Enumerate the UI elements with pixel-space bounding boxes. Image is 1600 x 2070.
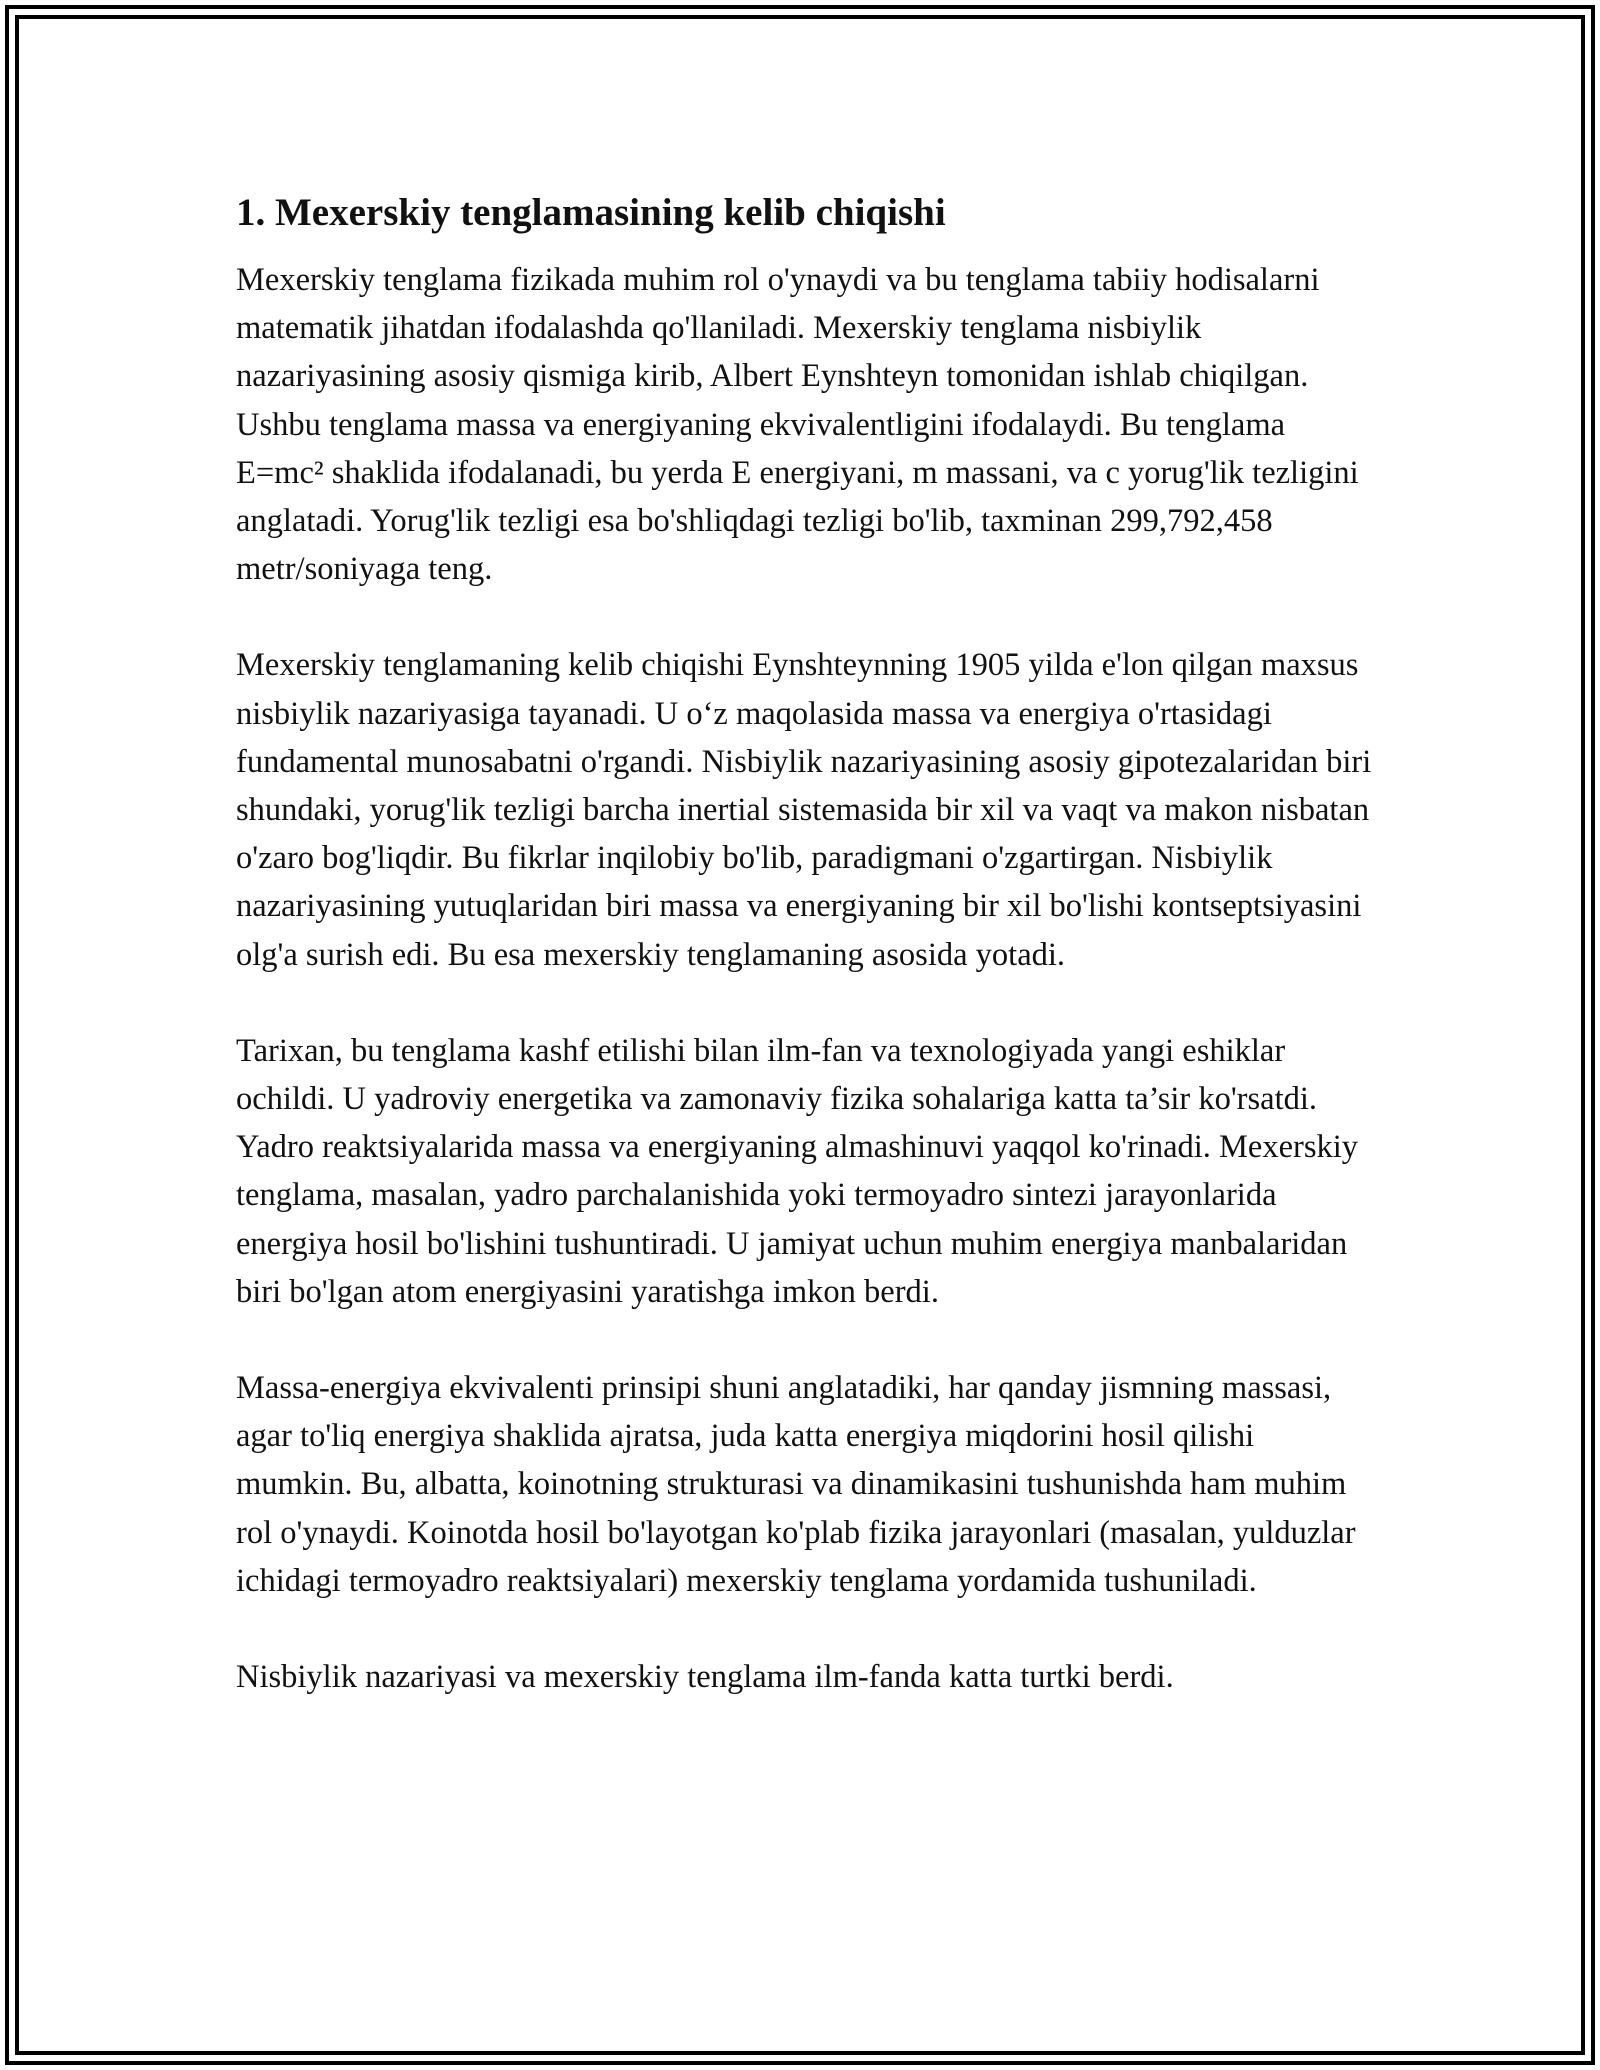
paragraph-2: Mexerskiy tenglamaning kelib chiqishi Eynshteynning 1905 yilda e'lon qilgan maxsus nisbiylik nazariyasiga tayanadi. U o‘z maqolasida massa va energiya o'rtasidagi fundamental munosabatni o'rgandi. Nisbiylik nazariyasining asosiy gipotezalaridan biri shundaki, yorug'lik tezligi barcha inertial sistemasida bir xil va vaqt va makon nisbatan o'zaro bog'liqdir. Bu fikrlar inqilobiy bo'lib, paradigmani o'zgartirgan. Nisbiylik nazariyasining yutuqlaridan biri massa va energiyaning bir xil bo'lishi kontseptsiyasini olg'a surish edi. Bu esa mexerskiy tenglamaning asosida yotadi. — [236, 647, 1372, 973]
section-heading: 1. Mexerskiy tenglamasining kelib chiqishi — [236, 191, 946, 234]
paragraph-4: Massa-energiya ekvivalenti prinsipi shuni anglatadiki, har qanday jismning massasi, agar to'liq energiya shaklida ajratsa, juda katta energiya miqdorini hosil qilishi mumkin. Bu, albatta, koinotning strukturasi va dinamikasini tushunishda ham muhim rol o'ynaydi. Koinotda hosil bo'layotgan ko'plab fizika jarayonlari (masalan, yulduzlar ichidagi termoyadro reaktsiyalari) mexerskiy tenglama yordamida tushuniladi. — [236, 1370, 1356, 1599]
paragraph-3: Tarixan, bu tenglama kashf etilishi bilan ilm-fan va texnologiyada yangi eshiklar ochildi. U yadroviy energetika va zamonaviy fizika sohalariga katta ta’sir ko'rsatdi. Yadro reaktsiyalarida massa va energiyaning almashinuvi yaqqol ko'rinadi. Mexerskiy tenglama, masalan, yadro parchalanishida yoki termoyadro sintezi jarayonlarida energiya hosil bo'lishini tushuntiradi. U jamiyat uchun muhim energiya manbalaridan biri bo'lgan atom energiyasini yaratishga imkon berdi. — [236, 1032, 1359, 1310]
paragraph-1: Mexerskiy tenglama fizikada muhim rol o'ynaydi va bu tenglama tabiiy hodisalarni matematik jihatdan ifodalashda qo'llaniladi. Mexerskiy tenglama nisbiylik nazariyasining asosiy qismiga kirib, Albert Eynshteyn tomonidan ishlab chiqilgan. Ushbu tenglama massa va energiyaning ekvivalentligini ifodalaydi. Bu tenglama E=mc² shaklida ifodalanadi, bu yerda E energiyani, m massani, va c yorug'lik tezligini anglatadi. Yorug'lik tezligi esa bo'shliqdagi tezligi bo'lib, taxminan 299,792,458 metr/soniyaga teng. — [236, 262, 1359, 588]
paragraph-5: Nisbiylik nazariyasi va mexerskiy tenglama ilm-fanda katta turtki berdi. — [236, 1659, 1174, 1696]
document-body — [236, 186, 1376, 1701]
